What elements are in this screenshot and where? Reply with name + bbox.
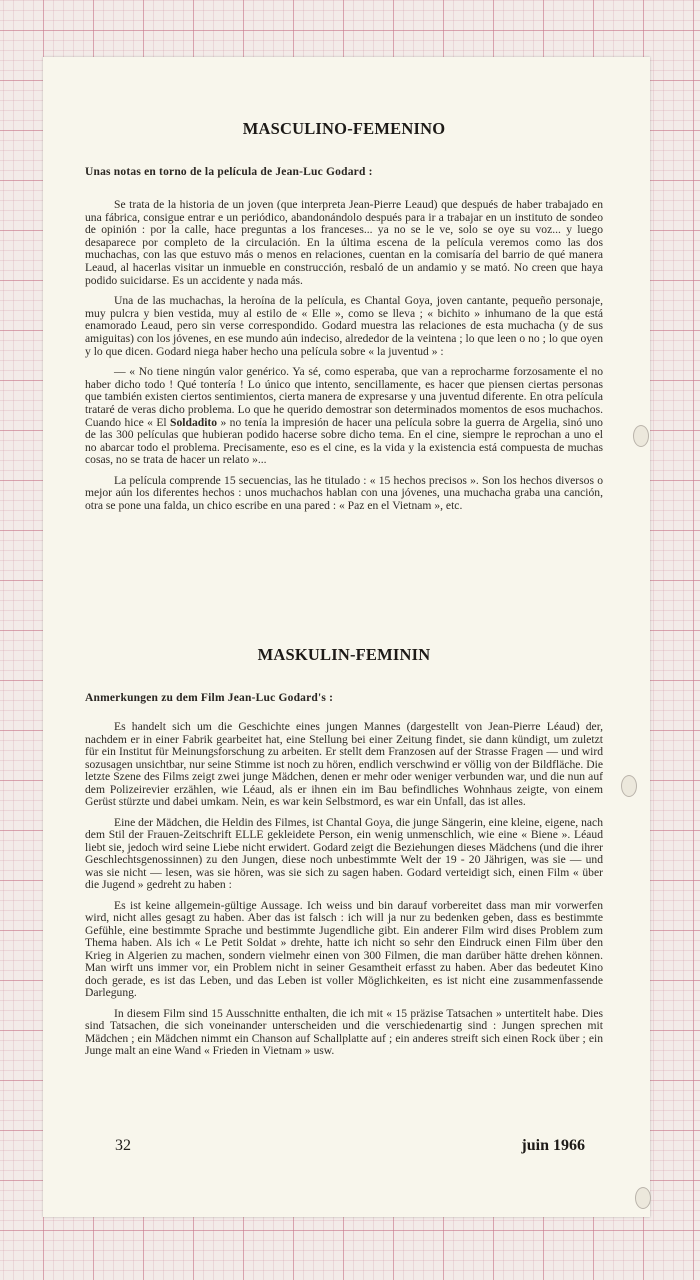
film-title-soldadito: Soldadito (170, 415, 218, 429)
german-section (85, 645, 603, 1066)
german-paragraph-2: Eine der Mädchen, die Heldin des Filmes, ist Chantal Goya, die junge Sängerin, eine kleine, eigene, nach dem Stil der Frauen-Zeitschrift ELLE gekleidete Person, ein wenig unmenschlich, wie eine « Biene ». Léaud liebt sie, jedoch wird seine Liebe nicht erwidert. Godard zeigt die Beziehungen dieses Mädchens (und die ihrer Geschlechtsgenossinnen) zu den Jungen, diese noch unbestimmte Welt der 19 - 20 Jährigen, was sie — und was sie nicht — lesen, was sie hören, was sie sich zu sagen haben. Godard verteidigt sich, einen Film « über die Jugend » gedreht zu haben : (85, 815, 603, 891)
german-paragraph-3: Es ist keine allgemein-gültige Aussage. Ich weiss und bin darauf vorbereitet dass man mir vorwerfen wird, nicht alles gesagt zu haben. Aber das ist falsch : ich will ja nur zu bedenken geben, dass es bestimmte Gefühle, eine bestimmte Sprache und bestimmte Jugendliche gibt. Ein anderer Film wird dises Problem zum Thema haben. Als ich « Le Petit Soldat » drehte, hatte ich nicht so sehr den Eindruck einen Film über den Krieg in Algerien zu machen, sondern vielmehr einen von 300 Filmen, die man darüber hätte drehen können. Man wirft uns immer vor, ein Problem nicht in seiner Gesamtheit erfasst zu haben. Aber das bedeutet Kino doch gerade, es ist das Leben, und das Leben ist voller Möglichkeiten, es ist nicht eine zusammenfassende Darlegung. (85, 898, 603, 999)
german-title: MASKULIN-FEMININ (257, 645, 431, 664)
german-paragraph-1: Es handelt sich um die Geschichte eines jungen Mannes (dargestellt von Jean-Pierre Léaud) der, nachdem er in einer Fabrik gearbeitet hat, eine Stellung bei einer Zeitung findet, sie dann kündigt, um zuletzt für ein Institut für Meinungsforschung zu arbeiten. Er stellt dem Franzosen auf der Strasse Fragen — und wird sozusagen unsichtbar, nur seine Stimme ist noch zu hören, endlich verschwind er völlig von der Bildfläche. Die letzte Szene des Films zeigt zwei junge Mädchen, denen er mehr oder weniger verbunden war, und die nun auf dem Polizeirevier erzählen, wie Léaud, als er ihnen ein im Bau befindliches Wohnhaus zeigte, von einem Gerüst stürzte und dabei umkam. Nein, es war kein Selbstmord, es war ein Unfall, das ist alles. (85, 720, 603, 808)
spanish-paragraph-3-part-a: — « No tiene ningún valor genérico. Ya sé, como esperaba, que van a reprocharme forzosamente el no haber dicho todo ! Qué tontería ! Lo único que intento, sencillamente, es hacer que piensen ciertas personas que también existen ciertos sentimientos, cierta manera de expresarse y una juventud diferente. En otra película trataré de veras dicho problema. Lo que he querido demostrar son determinados momentos de esos muchachos. Cuando hice « El (85, 365, 603, 429)
spanish-paragraph-1: Se trata de la historia de un joven (que interpreta Jean-Pierre Leaud) que después de haber trabajado en una fábrica, consigue entrar e un periódico, abandonándolo después para ir a trabajar en un instituto de sondeo de opinión : por la calle, hace preguntas a los franceses... ya no se le ve, solo se oye su voz... y luego desaparece por completo de la circulación. En la última escena de la película veremos como las dos muchachas, con las que estuvo más o menos en relaciones, cuentan en la comisaría del barrio de qué manera Leaud, al hacerlas visitar un inmueble en construcción, resbaló de un andamio y se mató. No creen que haya podido suicidarse. Es un accidente y nada más. (85, 198, 603, 287)
document-page (43, 57, 650, 1217)
spanish-paragraph-3 (85, 366, 603, 467)
punch-hole-mark (621, 775, 637, 797)
spanish-section (85, 119, 603, 521)
spanish-title: MASCULINO-FEMENINO (242, 119, 446, 138)
issue-date: juin 1966 (521, 1137, 585, 1154)
spanish-paragraph-4: La película comprende 15 secuencias, las he titulado : « 15 hechos precisos ». Son los hechos diversos o mejor aún los diferentes hechos : unos muchachos hablan con una jóvenes, una muchacha graba una canción, otra se pone una falda, un chico escribe en una pared : « Paz en el Vietnam », etc. (85, 473, 603, 513)
spanish-paragraph-2: Una de las muchachas, la heroína de la película, es Chantal Goya, joven cantante, pequeño personaje, muy pulcra y bien vestida, muy al estilo de « Elle », como se lleva ; « bichito » inhumano de la que está enamorado Leaud, pero sin verse correspondido. Godard muestra las relaciones de esta muchacha (y de sus amiguitas) con los jóvenes, en ese mundo aún indeciso, alrededor de la veintena ; lo que leen o no ; lo que oyen y lo que dicen. Godard niega haber hecho una película sobre « la juventud » : (85, 294, 603, 358)
spanish-subtitle: Unas notas en torno de la película de Jean-Luc Godard : (85, 166, 373, 178)
spanish-paragraph-3-part-b: » no tenía la impresión de hacer una película sobre la guerra de Argelia, sinó uno de las 300 películas que hubieran podido hacerse sobre dicho tema. En el cine, siempre le reprochan a uno el no abarcar todo el problema. Precisamente, eso es el cine, es la vida y la existencia está compuesta de muchas cosas, no se trata de hacer un relato »... (85, 415, 603, 467)
punch-hole-mark (633, 425, 649, 447)
punch-hole-mark (635, 1187, 651, 1209)
german-subtitle: Anmerkungen zu dem Film Jean-Luc Godard's : (85, 692, 334, 704)
german-paragraph-4: In diesem Film sind 15 Ausschnitte enthalten, die ich mit « 15 präzise Tatsachen » untertitelt habe. Dies sind Tatsachen, die sich voneinander unterscheiden und die verschiedenartig sind : Jungen sprechen mit Mädchen ; ein Mädchen nimmt ein Chanson auf Schallplatte auf ; ein anderes streift sich einen Rock über ; ein Junge malt an eine Wand « Frieden in Vietnam » usw. (85, 1006, 603, 1057)
page-number: 32 (115, 1137, 131, 1154)
